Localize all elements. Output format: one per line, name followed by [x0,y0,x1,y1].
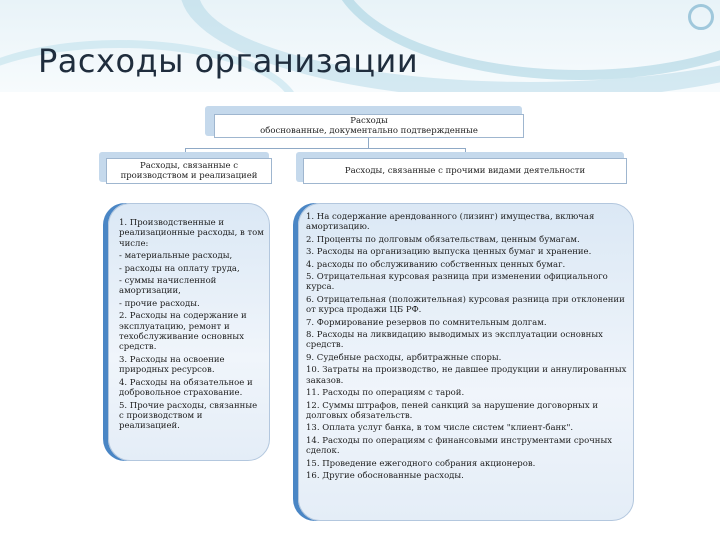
list-item: 3. Расходы на организацию выпуска ценных бумаг и хранение. [306,247,592,258]
list-item: 16. Другие обоснованные расходы. [306,470,464,481]
list-item: - расходы на оплату труда, [119,263,240,274]
connector-line [185,148,465,149]
list-item: 12. Суммы штрафов, пеней санкций за нарушение договорных и долговых обязательств. [306,400,598,421]
list-item: 4. расходы по обслуживанию собственных ценных бумаг. [306,259,566,270]
list-item: 7. Формирование резервов по сомнительным долгам. [306,317,547,328]
list-item: 15. Проведение ежегодного собрания акционеров. [306,458,536,469]
branch-other-label: Расходы, связанные с прочими видами деятельности [344,166,586,176]
slide-title: Расходы организации [38,42,419,80]
branch-production-label: Расходы, связанные с производством и реализацией [120,161,258,181]
list-item: 5. Прочие расходы, связанные с производством и реализацией. [119,400,258,432]
list-item: 3. Расходы на освоение природных ресурсов. [119,354,225,376]
list-item: - суммы начисленной амортизации, [119,276,217,297]
root-sublabel: обоснованные, документально подтвержденные [260,126,478,136]
list-item: 10. Затраты на производство, не давшее продукции и аннулированных заказов. [306,365,627,386]
branch-other-box [303,158,627,184]
list-item: 1. Производственные и реализационные расходы, в том числе: [119,218,264,249]
other-expenses-panel [298,203,634,521]
production-expenses-panel [108,203,270,461]
list-item: - материальные расходы, [119,251,233,262]
list-item: 14. Расходы по операциям с финансовыми инструментами срочных сделок. [306,435,613,457]
list-item: 11. Расходы по операциям с тарой. [306,388,465,399]
other-expenses-list [306,212,628,483]
root-label: Расходы [350,116,388,126]
list-item: 5. Отрицательная курсовая разница при изменении официального курса. [306,272,608,293]
list-item: 6. Отрицательная (положительная) курсовая разница при отклонении от курса продажи ЦБ РФ. [306,294,625,316]
list-item: 2. Расходы на содержание и эксплуатацию, ремонт и техобслуживание основных средств. [119,311,247,353]
production-expenses-list [119,218,264,434]
list-item: 1. На содержание арендованного (лизинг) имущества, включая амортизацию. [306,212,595,233]
list-item: 13. Оплата услуг банка, в том числе систем "клиент-банк". [306,423,574,434]
list-item: 8. Расходы на ликвидацию выводимых из эксплуатации основных средств. [306,330,603,351]
root-box [214,114,524,138]
list-item: 4. Расходы на обязательное и добровольное страхование. [119,377,253,399]
list-item: 2. Проценты по долговым обязательствам, ценным бумагам. [306,234,580,245]
list-item: 9. Судебные расходы, арбитражные споры. [306,352,502,363]
connector-line [368,138,369,148]
branch-production-box [106,158,272,184]
list-item: - прочие расходы. [119,298,200,309]
